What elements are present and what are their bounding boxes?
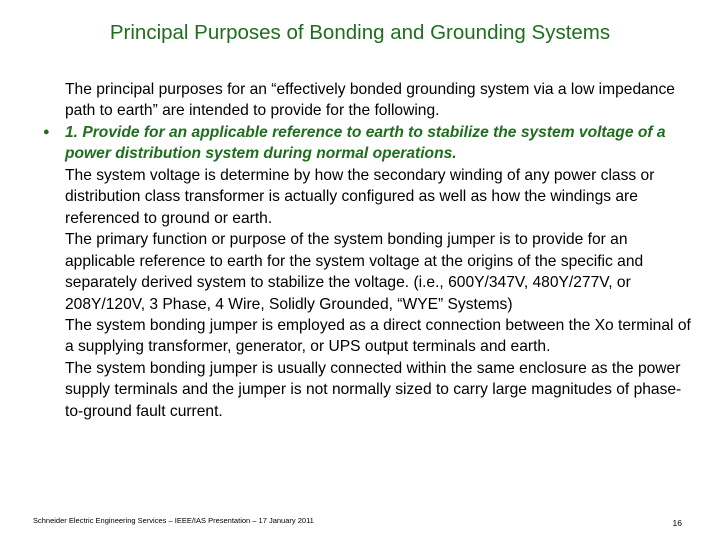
bullet-dot-icon: ● xyxy=(43,125,50,138)
paragraph-bonding-jumper-connection: The system bonding jumper is employed as a direct connection between the Xo terminal of a supplying transformer, generator, or UPS output terminals and earth. xyxy=(65,316,691,356)
footer-text: Schneider Electric Engineering Services – IEEE/IAS Presentation – 17 January 2011 xyxy=(33,516,314,525)
intro-paragraph: The principal purposes for an “effectively bonded grounding system via a low impedance path to earth” are intended to provide for the following. xyxy=(65,81,675,120)
paragraph-bonding-jumper-enclosure: The system bonding jumper is usually connected within the same enclosure as the power supply terminals and the jumper is not normally sized to carry large magnitudes of phase-to-ground fault current. xyxy=(65,359,682,420)
bullet-item xyxy=(43,122,695,165)
highlight-point: 1. Provide for an applicable reference to earth to stabilize the system voltage of a power distribution system during normal operations. xyxy=(65,123,666,163)
paragraph-bonding-jumper-function: The primary function or purpose of the system bonding jumper is to provide for an applicable reference to earth for the system voltage at the origins of the specific and separately derived system to stabilize the voltage. (i.e., 600Y/347V, 480Y/277V, or 208Y/120V, 3 Phase, 4 Wire, Solidly Grounded, “WYE” Systems) xyxy=(65,231,644,313)
page-number: 16 xyxy=(672,518,682,528)
slide-title: Principal Purposes of Bonding and Grounding Systems xyxy=(109,21,611,44)
slide-body xyxy=(43,79,695,422)
paragraph-system-voltage: The system voltage is determine by how the secondary winding of any power class or distribution class transformer is actually configured as well as how the windings are referenced to ground or earth. xyxy=(65,166,655,227)
